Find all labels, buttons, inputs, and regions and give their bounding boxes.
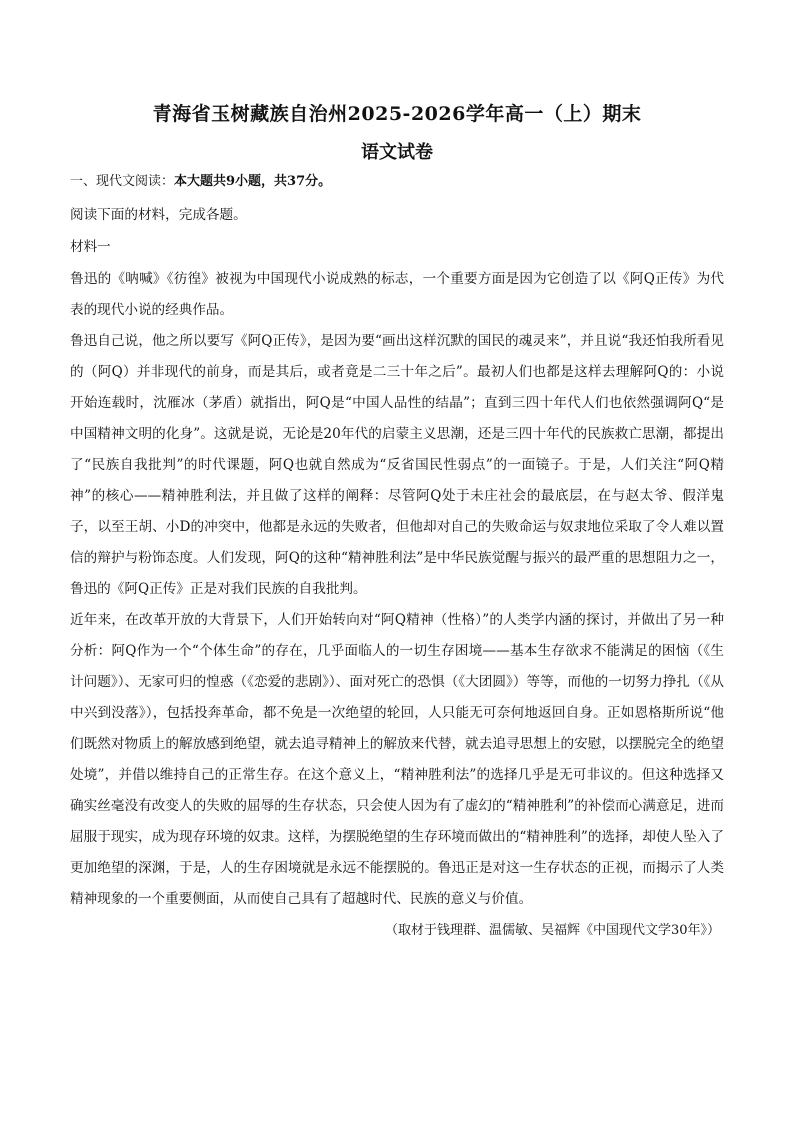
material-paragraph-3: 近年来，在改革开放的大背景下，人们开始转向对“阿Q精神（性格）”的人类学内涵的探讨，并做出了另一种分析：阿Q作为一个“个体生命”的存在，几乎面临人的一切生存困境——基本生存欲求不能满足的困恼（《生计问题》）、无家可归的惶惑（《恋爱的悲剧》）、面对死亡的恐惧（《大团圆》）等等，而他的一切努力挣扎（《从中兴到没落》），包括投奔革命，都不免是一次绝望的轮回，人只能无可奈何地返回自身。正如恩格斯所说“他们既然对物质上的解放感到绝望，就去追寻精神上的解放来代替，就去追寻思想上的安慰，以摆脱完全的绝望处境”，并借以维持自己的正常生存。在这个意义上，“精神胜利法”的选择几乎是无可非议的。但这种选择又确实丝毫没有改变人的失败的屈辱的生存状态，只会使人因为有了虚幻的“精神胜利”的补偿而心满意足，进而屈服于现实，成为现存环境的奴隶。这样，为摆脱绝望的生存环境而做出的“精神胜利”的选择，却使人坠入了更加绝望的深渊，于是，人的生存困境就是永远不能摆脱的。鲁迅正是对这一生存状态的正视，而揭示了人类精神现象的一个重要侧面，从而使自己具有了超越时代、民族的意义与价值。: [70, 612, 724, 907]
material-paragraph-1: 鲁迅的《呐喊》《彷徨》被视为中国现代小说成熟的标志，一个重要方面是因为它创造了以《阿Q正传》为代表的现代小说的经典作品。: [70, 271, 724, 318]
section-heading-prefix: 一、现代文阅读：: [70, 174, 175, 189]
exam-title: 青海省玉树藏族自治州2025-2026学年高一（上）期末: [152, 103, 642, 125]
section-heading-detail: 本大题共9小题，共37分。: [174, 174, 332, 189]
section-heading: [70, 172, 724, 192]
exam-subtitle: 语文试卷: [361, 142, 433, 163]
material-source: （取材于钱理群、温儒敏、吴福辉《中国现代文学30年》）: [384, 923, 720, 938]
material-paragraph-2: 鲁迅自己说，他之所以要写《阿Q正传》，是因为要“画出这样沉默的国民的魂灵来”，并且说“我还怕我所看见的（阿Q）并非现代的前身，而是其后，或者竟是二三十年之后”。最初人们也都是这样去理解阿Q的：小说开始连载时，沈雁冰（茅盾）就指出，阿Q是“中国人品性的结晶”；直到三四十年代人们也依然强调阿Q“是中国精神文明的化身”。这就是说，无论是20年代的启蒙主义思潮，还是三四十年代的民族救亡思潮，都提出了“民族自我批判”的时代课题，阿Q也就自然成为“反省国民性弱点”的一面镜子。于是，人们关注“阿Q精神”的核心——精神胜利法，并且做了这样的阐释：尽管阿Q处于未庄社会的最底层，在与赵太爷、假洋鬼子，以至王胡、小D的冲突中，他都是永远的失败者，但他却对自己的失败命运与奴隶地位采取了令人难以置信的辩护与粉饰态度。人们发现，阿Q的这种“精神胜利法”是中华民族觉醒与振兴的最严重的思想阻力之一，鲁迅的《阿Q正传》正是对我们民族的自我批判。: [70, 333, 724, 597]
reading-instruction: 阅读下面的材料，完成各题。: [70, 207, 247, 223]
material-label: 材料一: [70, 239, 111, 255]
